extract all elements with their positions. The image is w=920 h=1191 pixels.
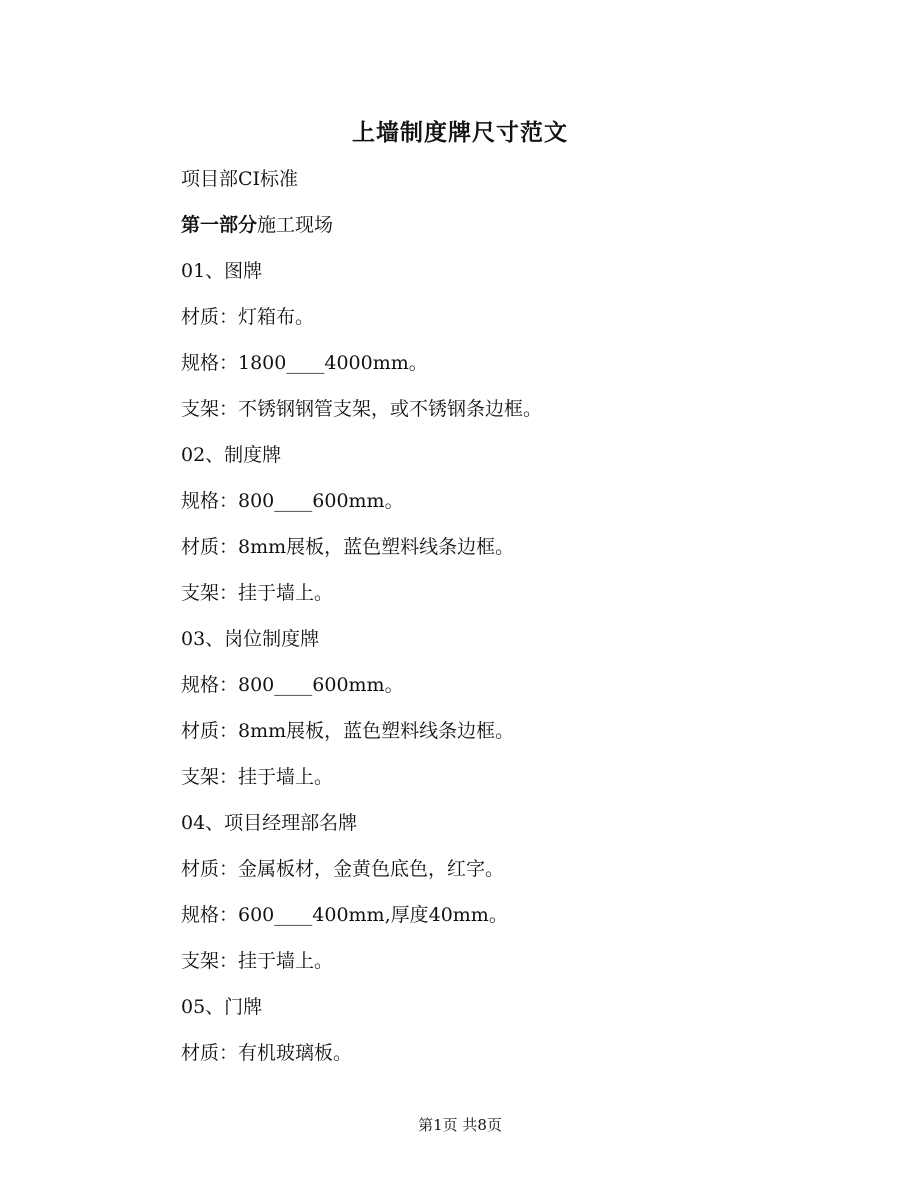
part-heading	[181, 210, 861, 256]
part-heading-bold: 第一部分	[181, 214, 258, 236]
intro-line: 项目部CI标准	[181, 168, 299, 190]
part-heading-text: 施工现场	[257, 214, 334, 236]
document-body	[181, 164, 861, 1084]
item-line: 材质：灯箱布。	[181, 306, 315, 328]
item-line: 支架：挂于墙上。	[181, 582, 334, 604]
item-line: 材质：8mm展板，蓝色塑料线条边框。	[181, 536, 515, 558]
item-line: 规格：600____400mm,厚度40mm。	[181, 904, 508, 926]
page-footer: 第1页 共8页	[418, 1116, 502, 1134]
item-line: 规格：800____600mm。	[181, 674, 404, 696]
item-line: 材质：有机玻璃板。	[181, 1042, 353, 1064]
item-line: 支架：挂于墙上。	[181, 766, 334, 788]
item-line: 规格：1800____4000mm。	[181, 352, 428, 374]
item-heading: 05、门牌	[181, 996, 263, 1018]
item-line: 支架：不锈钢钢管支架，或不锈钢条边框。	[181, 398, 543, 420]
item-heading: 01、图牌	[181, 260, 263, 282]
item-line: 材质：金属板材，金黄色底色，红字。	[181, 858, 505, 880]
item-heading: 04、项目经理部名牌	[181, 812, 358, 834]
item-line: 材质：8mm展板，蓝色塑料线条边框。	[181, 720, 515, 742]
item-heading: 03、岗位制度牌	[181, 628, 320, 650]
item-line: 规格：800____600mm。	[181, 490, 404, 512]
document-title: 上墙制度牌尺寸范文	[352, 119, 568, 146]
item-heading: 02、制度牌	[181, 444, 282, 466]
item-line: 支架：挂于墙上。	[181, 950, 334, 972]
